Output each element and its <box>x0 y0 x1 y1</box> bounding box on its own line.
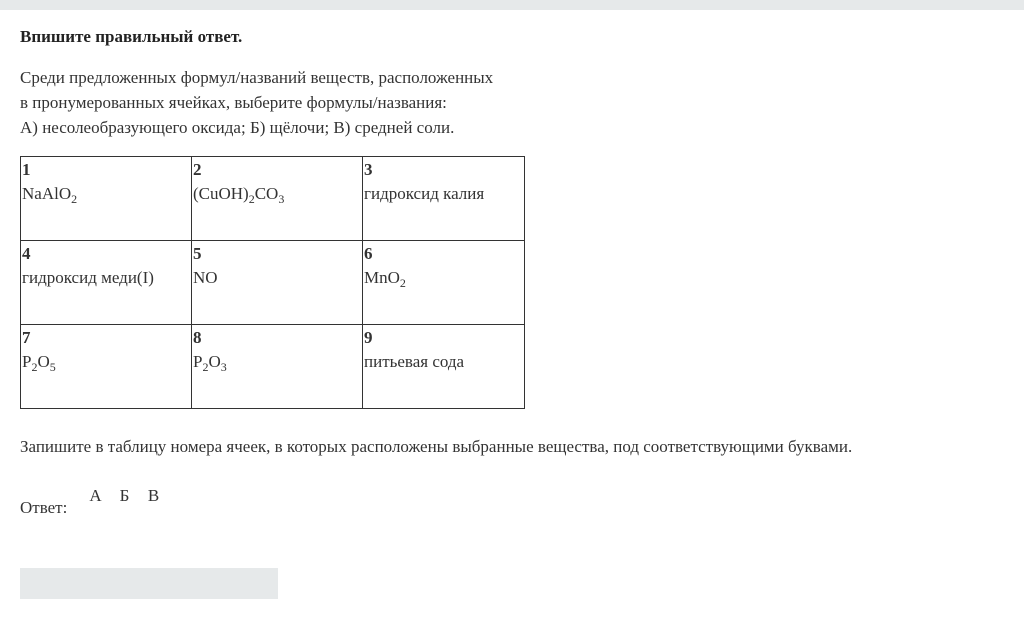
question-line: Среди предложенных формул/названий веществ, расположенных <box>20 68 494 87</box>
table-cell <box>21 325 192 409</box>
cell-number: 5 <box>193 244 202 263</box>
answer-section <box>20 486 1010 516</box>
cell-value: $P_2O_3$ <box>193 352 227 374</box>
answer-letters <box>81 486 168 506</box>
cell-number: 7 <box>22 328 31 347</box>
question-line: в пронумерованных ячейках, выберите формулы/названия: <box>20 93 447 112</box>
table-cell <box>21 241 192 325</box>
answer-letter-a: А <box>89 486 102 505</box>
record-instruction: Запишите в таблицу номера ячеек, в которых расположены выбранные вещества, под соответствующими буквами. <box>20 437 853 456</box>
cell-number: 6 <box>364 244 373 263</box>
table-row <box>21 325 525 409</box>
table-row <box>21 157 525 241</box>
cell-value: гидроксид калия <box>364 184 485 203</box>
table-cell <box>21 157 192 241</box>
cell-number: 2 <box>193 160 202 179</box>
table-cell <box>192 157 363 241</box>
top-bar <box>0 0 1024 10</box>
cell-number: 8 <box>193 328 202 347</box>
cell-value: NO <box>193 268 218 287</box>
instruction-title: Впишите правильный ответ. <box>20 27 243 46</box>
answer-input[interactable] <box>20 568 278 599</box>
cell-value: $(CuOH)_2CO_3$ <box>193 184 285 206</box>
cell-number: 9 <box>364 328 373 347</box>
task-content <box>20 26 1010 516</box>
cell-number: 4 <box>22 244 31 263</box>
cell-value: $P_2O_5$ <box>22 352 56 374</box>
substances-table <box>20 156 525 409</box>
table-cell <box>363 325 525 409</box>
table-cell <box>363 241 525 325</box>
cell-value: NaAlO$_2$ <box>22 184 78 206</box>
cell-value: питьевая сода <box>364 352 465 371</box>
answer-letter-v: В <box>147 486 160 505</box>
table-cell <box>192 241 363 325</box>
table-cell <box>363 157 525 241</box>
table-row <box>21 241 525 325</box>
question-line: А) несолеобразующего оксида; Б) щёлочи; В) средней соли. <box>20 118 455 137</box>
cell-number: 3 <box>364 160 373 179</box>
answer-letter-b: Б <box>119 486 130 505</box>
cell-value: гидроксид меди(I) <box>22 268 154 287</box>
answer-label: Ответ: <box>20 498 68 517</box>
table-cell <box>192 325 363 409</box>
question-text <box>20 65 1010 140</box>
cell-value: MnO$_2$ <box>364 268 406 290</box>
cell-number: 1 <box>22 160 31 179</box>
